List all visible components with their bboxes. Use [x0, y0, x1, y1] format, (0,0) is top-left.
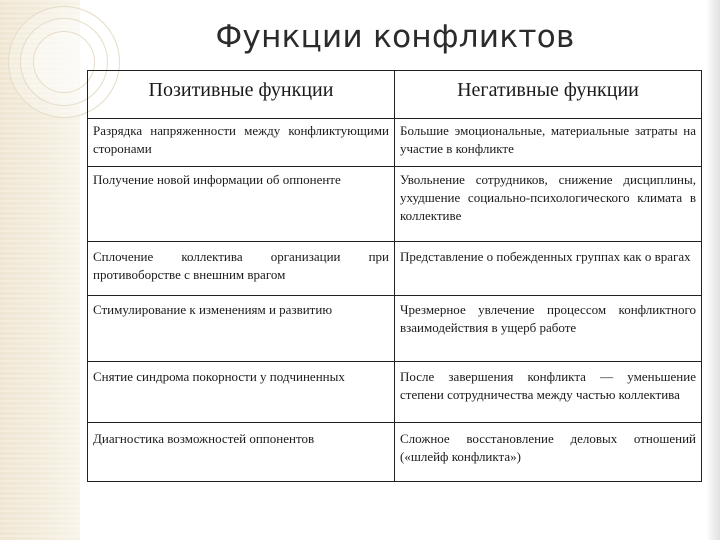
positive-cell: Снятие синдрома покорности у подчиненных [88, 362, 395, 423]
table-header-row [88, 71, 702, 119]
table-row [88, 362, 702, 423]
decorative-left-band [0, 0, 80, 540]
table-row [88, 167, 702, 242]
header-negative: Негативные функции [395, 71, 702, 119]
table-row [88, 296, 702, 362]
decorative-right-shadow [706, 0, 720, 540]
positive-cell: Сплочение коллектива организации при противоборстве с внешним врагом [88, 242, 395, 296]
functions-table [87, 70, 702, 482]
positive-cell: Стимулирование к изменениям и развитию [88, 296, 395, 362]
positive-cell: Диагностика возможностей оппонентов [88, 423, 395, 482]
table-row [88, 242, 702, 296]
header-positive: Позитивные функции [88, 71, 395, 119]
slide-title: Функции конфликтов [215, 19, 575, 55]
negative-cell: Чрезмерное увлечение процессом конфликтного взаимодействия в ущерб работе [395, 296, 702, 362]
negative-cell: Сложное восстановление деловых отношений («шлейф конфликта») [395, 423, 702, 482]
table-row [88, 119, 702, 167]
positive-cell: Получение новой информации об оппоненте [88, 167, 395, 242]
negative-cell: После завершения конфликта — уменьшение степени сотрудничества между частью коллектива [395, 362, 702, 423]
decorative-circle [33, 31, 95, 93]
negative-cell: Представление о побежденных группах как о врагах [395, 242, 702, 296]
positive-cell: Разрядка напряженности между конфликтующими сторонами [88, 119, 395, 167]
negative-cell: Большие эмоциональные, материальные затраты на участие в конфликте [395, 119, 702, 167]
negative-cell: Увольнение сотрудников, снижение дисциплины, ухудшение социально-психологического климата в коллективе [395, 167, 702, 242]
table-row [88, 423, 702, 482]
